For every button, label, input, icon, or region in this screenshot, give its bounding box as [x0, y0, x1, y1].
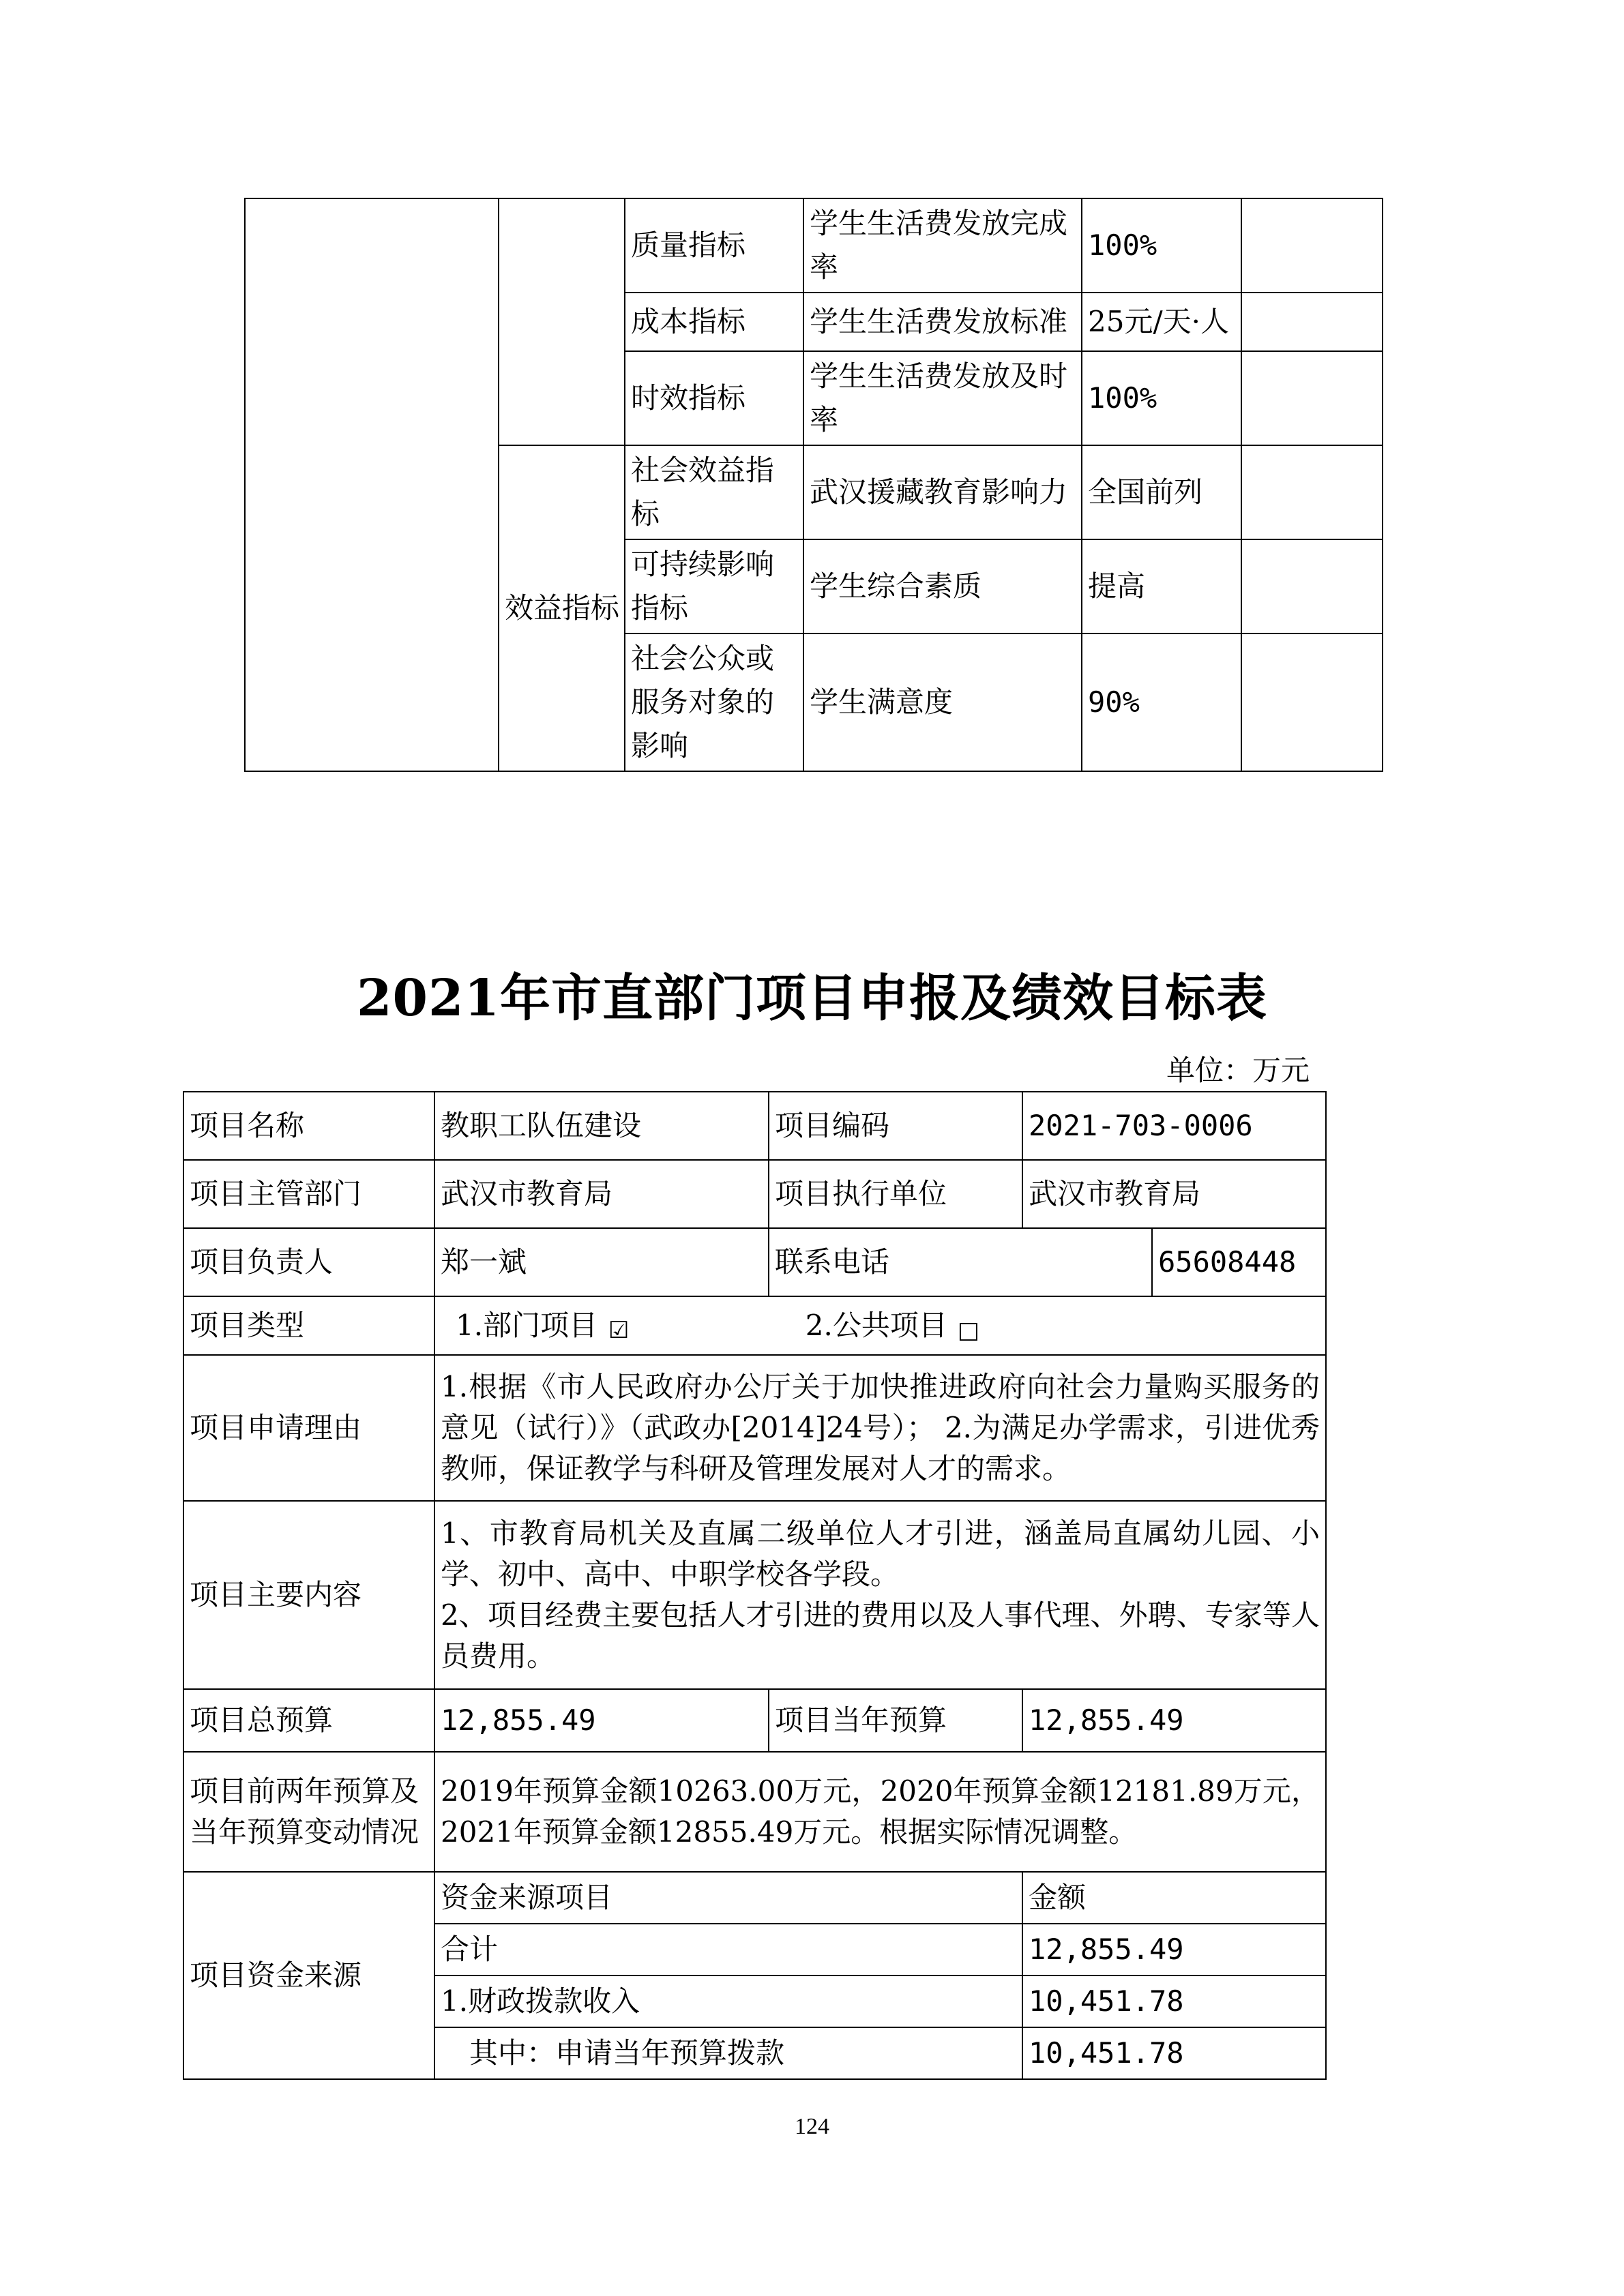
field-label: 项目类型	[183, 1296, 434, 1355]
indicator-name: 学生生活费发放标准	[803, 293, 1082, 351]
indicator-name: 武汉援藏教育影响力	[803, 445, 1082, 539]
project-code: 2021-703-0006	[1022, 1092, 1326, 1160]
exec-unit: 武汉市教育局	[1022, 1160, 1326, 1228]
field-label: 项目前两年预算及当年预算变动情况	[183, 1752, 434, 1872]
field-label: 项目资金来源	[183, 1872, 434, 2079]
indicator-value: 100%	[1082, 198, 1241, 293]
fund-amount: 10,451.78	[1022, 2027, 1326, 2079]
total-budget: 12,855.49	[434, 1689, 769, 1752]
field-label: 项目执行单位	[769, 1160, 1022, 1228]
empty-cell	[499, 198, 625, 445]
phone-number: 65608448	[1152, 1228, 1326, 1296]
document-title: 2021年市直部门项目申报及绩效目标表	[357, 969, 1267, 1028]
budget-history: 2019年预算金额10263.00万元，2020年预算金额12181.89万元，2021年预算金额12855.49万元。根据实际情况调整。	[434, 1752, 1326, 1872]
fund-item: 其中：申请当年预算拨款	[434, 2027, 1022, 2079]
indicator-value: 25元/天·人	[1082, 293, 1241, 351]
empty-cell	[1241, 351, 1383, 445]
empty-cell	[1241, 633, 1383, 771]
fund-amount: 10,451.78	[1022, 1976, 1326, 2027]
indicator-name: 学生生活费发放及时率	[803, 351, 1082, 445]
fund-header-item: 资金来源项目	[434, 1872, 1022, 1924]
project-name: 教职工队伍建设	[434, 1092, 769, 1160]
unit-label: 单位：万元	[1166, 1054, 1310, 1087]
indicator-value: 提高	[1082, 539, 1241, 633]
type-option-public: 2.公共项目	[805, 1309, 947, 1342]
project-type-options	[434, 1296, 1326, 1355]
field-label: 项目总预算	[183, 1689, 434, 1752]
sub-indicator: 社会效益指标	[625, 445, 803, 539]
sub-indicator: 时效指标	[625, 351, 803, 445]
unchecked-box-icon[interactable]: □	[957, 1317, 979, 1344]
fund-amount: 12,855.49	[1022, 1924, 1326, 1976]
field-label: 联系电话	[769, 1228, 1152, 1296]
field-label: 项目编码	[769, 1092, 1022, 1160]
page-number: 124	[795, 2114, 829, 2139]
leader-name: 郑一斌	[434, 1228, 769, 1296]
indicator-table-continued	[244, 198, 1383, 772]
indicator-value: 100%	[1082, 351, 1241, 445]
type-option-dept: 1.部门项目	[456, 1309, 598, 1342]
field-label: 项目当年预算	[769, 1689, 1022, 1752]
indicator-name: 学生综合素质	[803, 539, 1082, 633]
empty-cell	[1241, 293, 1383, 351]
empty-cell	[1241, 539, 1383, 633]
sub-indicator: 可持续影响指标	[625, 539, 803, 633]
sub-indicator: 社会公众或服务对象的影响	[625, 633, 803, 771]
application-reason: 1.根据《市人民政府办公厅关于加快推进政府向社会力量购买服务的意见（试行）》（武政办[2014]24号）； 2.为满足办学需求，引进优秀教师，保证教学与科研及管理发展对人才的需求。	[434, 1355, 1326, 1501]
empty-cell	[245, 198, 499, 771]
indicator-name: 学生生活费发放完成率	[803, 198, 1082, 293]
sub-indicator: 质量指标	[625, 198, 803, 293]
field-label: 项目名称	[183, 1092, 434, 1160]
field-label: 项目申请理由	[183, 1355, 434, 1501]
year-budget: 12,855.49	[1022, 1689, 1326, 1752]
main-content	[434, 1501, 1326, 1689]
dept-name: 武汉市教育局	[434, 1160, 769, 1228]
field-label: 项目负责人	[183, 1228, 434, 1296]
content-item-2: 2、项目经费主要包括人才引进的费用以及人事代理、外聘、专家等人员费用。	[441, 1598, 1320, 1673]
project-form-table	[183, 1091, 1327, 2080]
field-label: 项目主要内容	[183, 1501, 434, 1689]
checked-box-icon[interactable]: ☑	[608, 1317, 630, 1344]
field-label: 项目主管部门	[183, 1160, 434, 1228]
empty-cell	[1241, 198, 1383, 293]
fund-item: 合计	[434, 1924, 1022, 1976]
sub-indicator: 成本指标	[625, 293, 803, 351]
indicator-value: 90%	[1082, 633, 1241, 771]
indicator-value: 全国前列	[1082, 445, 1241, 539]
benefit-indicator-label: 效益指标	[499, 445, 625, 771]
fund-header-amount: 金额	[1022, 1872, 1326, 1924]
indicator-name: 学生满意度	[803, 633, 1082, 771]
fund-item: 1.财政拨款收入	[434, 1976, 1022, 2027]
content-item-1: 1、市教育局机关及直属二级单位人才引进，涵盖局直属幼儿园、小学、初中、高中、中职学校各学段。	[441, 1517, 1320, 1591]
empty-cell	[1241, 445, 1383, 539]
